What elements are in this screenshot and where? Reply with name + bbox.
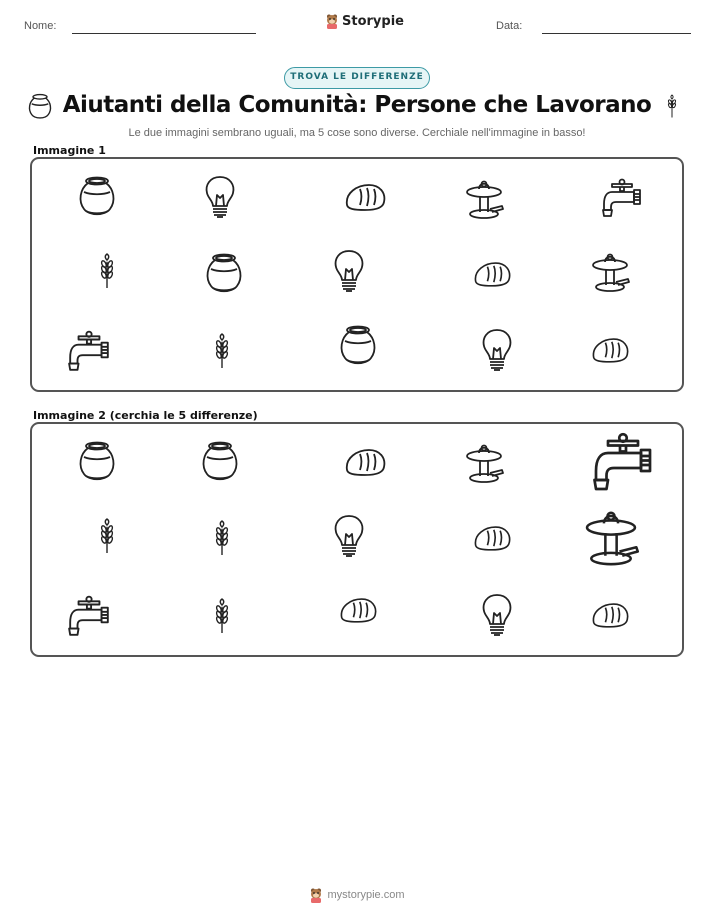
brand-name: Storypie	[342, 13, 404, 29]
wheat-icon	[661, 90, 683, 124]
lightbulb-icon[interactable]	[327, 512, 371, 560]
lightbulb-icon[interactable]	[327, 248, 371, 294]
image1-label: Immagine 1	[33, 144, 106, 157]
wheat-icon[interactable]	[205, 592, 239, 640]
pottery-wheel-icon[interactable]	[462, 440, 506, 484]
page-title: Aiutanti della Comunità: Persone che Lavorano	[62, 92, 652, 118]
faucet-icon[interactable]	[66, 327, 112, 375]
pottery-wheel-icon[interactable]	[580, 504, 642, 568]
bread-icon[interactable]	[468, 518, 516, 558]
faucet-icon[interactable]	[600, 175, 644, 221]
wheat-icon[interactable]	[90, 513, 124, 559]
pot-icon[interactable]	[75, 440, 119, 484]
pottery-wheel-icon[interactable]	[588, 249, 632, 293]
bread-icon[interactable]	[341, 440, 389, 484]
mascot-icon	[309, 887, 323, 903]
footer	[0, 887, 714, 903]
name-field[interactable]	[72, 33, 256, 34]
storypie-logo	[325, 13, 404, 29]
mascot-icon	[325, 13, 339, 29]
image2-label: Immagine 2 (cerchia le 5 differenze)	[33, 409, 258, 422]
wheat-icon[interactable]	[205, 327, 239, 375]
bread-icon[interactable]	[333, 590, 383, 630]
lightbulb-icon[interactable]	[198, 175, 242, 219]
date-field[interactable]	[542, 33, 691, 34]
pottery-wheel-icon[interactable]	[462, 176, 506, 220]
bread-icon[interactable]	[585, 330, 635, 370]
instructions: Le due immagini sembrano uguali, ma 5 cose sono diverse. Cerchiale nell'immagine in basso!	[128, 127, 586, 139]
wheat-icon[interactable]	[205, 513, 239, 563]
bread-icon[interactable]	[468, 254, 516, 294]
lightbulb-icon[interactable]	[475, 326, 519, 374]
name-label: Nome:	[24, 20, 57, 32]
lightbulb-icon[interactable]	[475, 591, 519, 639]
faucet-icon[interactable]	[590, 428, 656, 496]
pot-icon[interactable]	[198, 440, 242, 484]
bread-icon[interactable]	[341, 175, 389, 219]
bread-icon[interactable]	[585, 595, 635, 635]
pot-icon[interactable]	[336, 324, 380, 368]
footer-url[interactable]: mystorypie.com	[327, 889, 405, 901]
wheat-icon[interactable]	[90, 248, 124, 294]
pot-icon[interactable]	[75, 175, 119, 219]
date-label: Data:	[496, 20, 523, 32]
find-differences-badge: TROVA LE DIFFERENZE	[284, 67, 430, 89]
pot-icon[interactable]	[202, 252, 246, 296]
faucet-icon[interactable]	[66, 592, 112, 640]
